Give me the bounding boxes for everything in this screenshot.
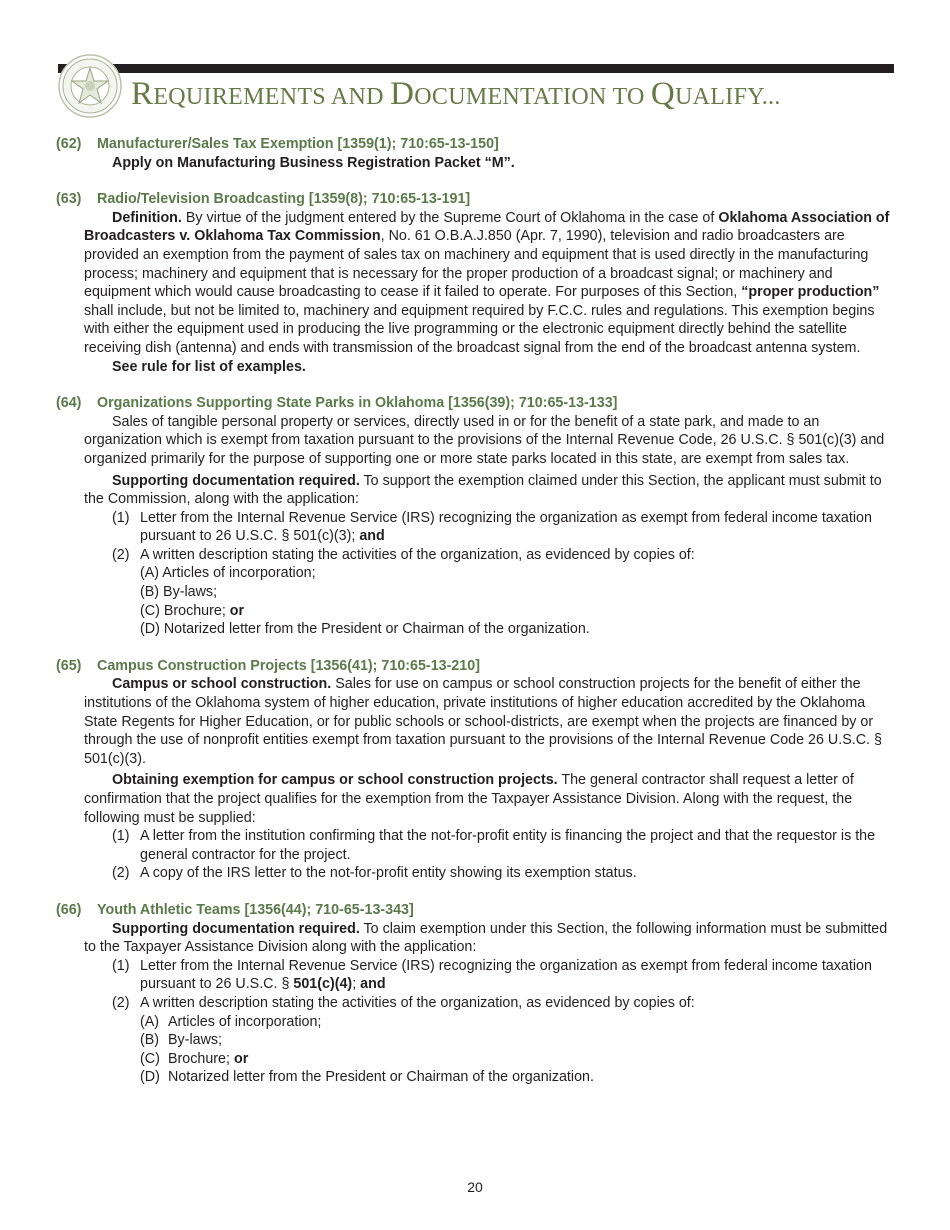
section-heading [56, 394, 896, 413]
sub-item [140, 602, 896, 621]
header-rule [58, 64, 894, 73]
section-heading [56, 190, 896, 209]
item-conjunction: and [355, 528, 385, 545]
item-text: Letter from the Internal Revenue Service (IRS) recognizing the organization as exempt from federal income taxation pursuant to 26 U.S.C. § [140, 957, 872, 993]
sub-item: (A) Articles of incorporation; [140, 565, 316, 582]
section-heading [56, 657, 896, 676]
definition-text: shall include, but not be limited to, machinery and equipment required by F.C.C. rules and regulations. This exemption begins with either the equipment used in producing the live programming or the electronic equipment directly behind the satellite receiving dish (antenna) and ends with transmission of the broadcast signal from the end of the broadcast antenna system. [84, 302, 875, 356]
sub-item: (D) Notarized letter from the President or Chairman of the organization. [140, 621, 590, 638]
page-title [131, 74, 781, 117]
sub-item-text: Notarized letter from the President or Chairman of the organization. [168, 1069, 594, 1086]
sub-list [140, 1013, 896, 1087]
section-number: (63) [56, 191, 82, 208]
sub-item-label: (A) [140, 1013, 160, 1030]
list-item [112, 864, 896, 883]
intro-paragraph: Sales of tangible personal property or services, directly used in or for the benefit of a state park, and made to an organization which is exempt from taxation pursuant to the provisions of the Internal Revenue Code, 26 U.S.C. § 501(c)(3) and organized primarily for the purpose of supporting one or more state parks located in this state, are exempt from sales tax. [84, 413, 885, 467]
item-text: A copy of the IRS letter to the not-for-profit entity showing its exemption status. [140, 865, 637, 882]
list-item [112, 546, 896, 565]
item-text: ; [352, 976, 357, 993]
requirements-list [112, 957, 896, 1013]
item-label: (1) [112, 828, 130, 845]
section-63 [56, 190, 896, 376]
section-heading [56, 901, 896, 920]
sub-item-conjunction: or [229, 1050, 249, 1067]
page-title-segment: OCUMENTATION TO [414, 84, 651, 110]
section-number: (65) [56, 657, 82, 674]
section-title: Campus Construction Projects [1356(41); 710:65-13-210] [97, 657, 480, 674]
item-label: (2) [112, 546, 130, 563]
item-code: 501(c)(4) [293, 976, 353, 993]
section-62 [56, 135, 896, 172]
sub-item: (B) By-laws; [140, 584, 218, 601]
section-number: (66) [56, 901, 82, 918]
documentation-paragraph [84, 472, 896, 509]
page-title-segment: EQUIREMENTS AND [153, 84, 391, 110]
documentation-text: To claim exemption under this Section, the following information must be submitted to the Taxpayer Assistance Division along with the application: [84, 920, 888, 956]
item-label: (1) [112, 957, 130, 974]
page-number: 20 [467, 1179, 483, 1195]
see-rule-note: See rule for list of examples. [112, 358, 306, 375]
item-text: A letter from the institution confirming that the not-for-profit entity is financing the project and that the requestor is the general contractor for the project. [140, 828, 876, 863]
section-65 [56, 657, 896, 883]
sub-item-text: By-laws; [168, 1032, 223, 1049]
section-64 [56, 394, 896, 639]
obtaining-paragraph [84, 771, 896, 827]
page-title-segment: Q [650, 76, 676, 112]
definition-label: Definition. [112, 209, 182, 226]
page-title-segment: D [390, 76, 415, 112]
sub-item-text: (C) Brochure; [140, 602, 226, 619]
paragraph-text: The general contractor shall request a letter of confirmation that the project qualifies for the exemption from the Taxpayer Assistance Division. Along with the request, the following must be supplied: [84, 772, 854, 826]
list-item [112, 994, 896, 1013]
definition-paragraph [84, 209, 896, 358]
sub-item [140, 1031, 896, 1050]
section-number: (62) [56, 136, 82, 152]
item-conjunction: and [356, 976, 386, 993]
section-66 [56, 901, 896, 1087]
list-item [112, 827, 896, 864]
item-text: A written description stating the activities of the organization, as evidenced by copies of: [140, 994, 695, 1011]
item-label: (2) [112, 994, 130, 1011]
section-title: Youth Athletic Teams [1356(44); 710-65-13-343] [97, 901, 414, 918]
paragraph-text: Sales for use on campus or school construction projects for the benefit of either the institutions of the Oklahoma system of higher education, private institutions of higher education accredited by the Oklahoma State Regents for Higher Education, or for public schools or school-districts, are exempt when the projects are financed by or through the use of nonprofit entities exempt from taxation pursuant to the provisions of the Internal Revenue Code 26 U.S.C. § 501(c)(3). [84, 676, 882, 767]
documentation-label: Supporting documentation required. [112, 920, 360, 937]
definition-text: , No. 61 O.B.A.J.850 (Apr. 7, 1990), television and radio broadcasters are provided an exemption from the payment of sales tax on machinery and equipment that is used directly in the manufacturing process; machinery and equipment that is necessary for the proper production of a broadcast signal; or machinery and equipment which would cause broadcasting to cease if it failed to operate. For purposes of this Section, [84, 228, 869, 301]
item-text: Letter from the Internal Revenue Service (IRS) recognizing the organization as exempt from federal income taxation pursuant to 26 U.S.C. § 501(c)(3); [140, 509, 872, 545]
sub-item-label: (C) [140, 1050, 160, 1067]
sub-item-conjunction: or [225, 602, 245, 619]
defined-term: “proper production” [741, 284, 880, 301]
documentation-paragraph [84, 920, 896, 957]
sub-item-text: Articles of incorporation; [168, 1013, 322, 1030]
list-item [112, 957, 896, 994]
page-title-segment: UALIFY... [675, 84, 781, 110]
documentation-label: Supporting documentation required. [112, 472, 360, 489]
instruction-line: Apply on Manufacturing Business Registration Packet “M”. [112, 154, 515, 171]
section-title: Organizations Supporting State Parks in Oklahoma [1356(39); 710:65-13-133] [97, 395, 618, 412]
oklahoma-seal-icon [58, 54, 122, 118]
item-text: A written description stating the activities of the organization, as evidenced by copies of: [140, 546, 695, 563]
sub-list [140, 564, 896, 638]
item-label: (2) [112, 865, 130, 882]
document-body [56, 135, 896, 1105]
paragraph-label: Obtaining exemption for campus or school construction projects. [112, 772, 558, 789]
section-heading [56, 135, 896, 154]
campus-paragraph [84, 675, 896, 768]
sub-item [140, 1068, 896, 1087]
documentation-text: To support the exemption claimed under this Section, the applicant must submit to the Commission, along with the application: [84, 472, 882, 508]
page-title-segment: R [131, 76, 154, 112]
section-number: (64) [56, 395, 82, 412]
page-title-text [131, 76, 781, 112]
item-label: (1) [112, 509, 130, 526]
list-item [112, 509, 896, 546]
section-title: Radio/Television Broadcasting [1359(8); 710:65-13-191] [97, 191, 471, 208]
paragraph-label: Campus or school construction. [112, 676, 332, 693]
section-title: Manufacturer/Sales Tax Exemption [1359(1); 710:65-13-150] [97, 136, 499, 152]
sub-item-text: Brochure; [168, 1050, 230, 1067]
definition-text: By virtue of the judgment entered by the Supreme Court of Oklahoma in the case of [181, 209, 719, 226]
requirements-list [112, 509, 896, 565]
sub-item [140, 1050, 896, 1069]
case-name: Oklahoma Association of Broadcasters v. Oklahoma Tax Commission [84, 209, 890, 245]
sub-item-label: (B) [140, 1032, 160, 1049]
sub-item [140, 1013, 896, 1032]
requirements-list [112, 827, 896, 883]
sub-item-label: (D) [140, 1069, 160, 1086]
